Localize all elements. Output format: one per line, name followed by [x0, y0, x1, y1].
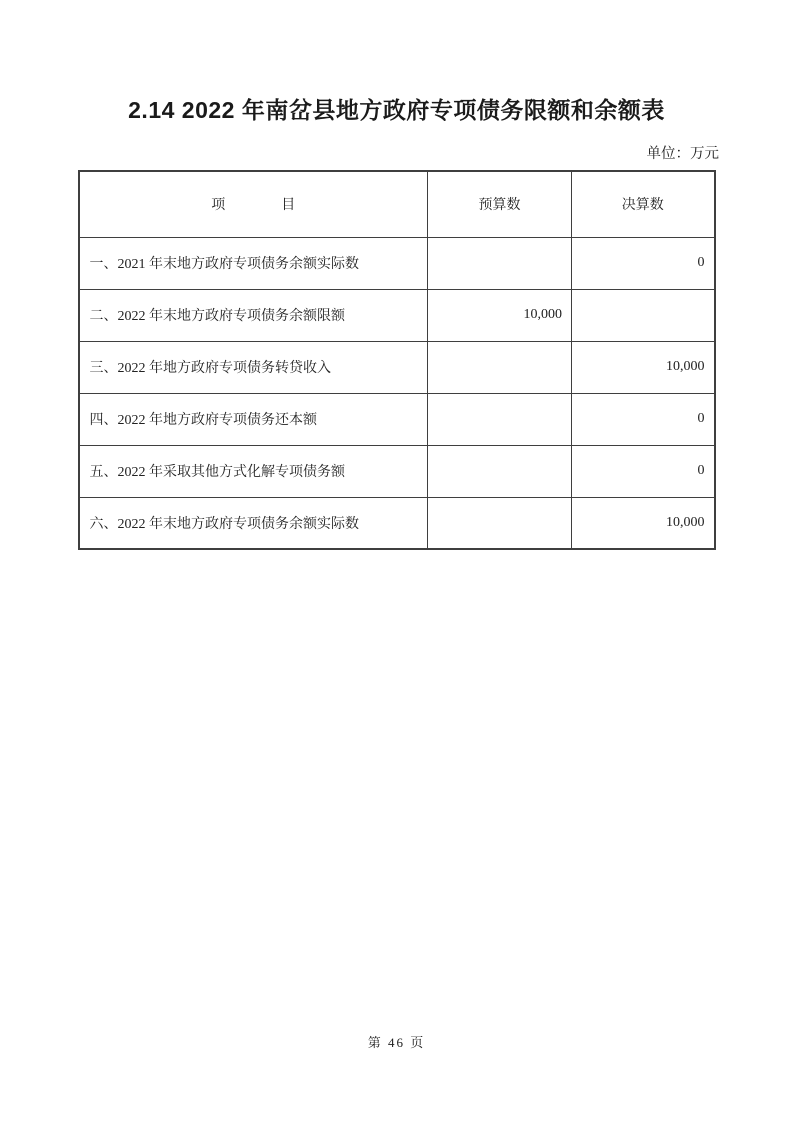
table-cell-item: 二、2022 年末地方政府专项债务余额限额 [79, 289, 428, 341]
table-cell-final: 0 [572, 445, 715, 497]
table-cell-budget: 10,000 [428, 289, 572, 341]
table-cell-item: 五、2022 年采取其他方式化解专项债务额 [79, 445, 428, 497]
table-cell-item: 三、2022 年地方政府专项债务转贷收入 [79, 341, 428, 393]
page-number: 第 46 页 [367, 1035, 426, 1050]
unit-label: 单位：万元 [646, 146, 719, 162]
debt-limit-balance-table [78, 170, 716, 550]
table-header-row [79, 171, 715, 237]
table-cell-budget [428, 445, 572, 497]
table-row [79, 341, 715, 393]
table-row [79, 497, 715, 549]
table-cell-budget [428, 237, 572, 289]
table-row [79, 237, 715, 289]
table-cell-final: 10,000 [572, 497, 715, 549]
table-cell-item: 六、2022 年末地方政府专项债务余额实际数 [79, 497, 428, 549]
page-title: 2.14 2022 年南岔县地方政府专项债务限额和余额表 [128, 97, 665, 123]
table-cell-item: 四、2022 年地方政府专项债务还本额 [79, 393, 428, 445]
table-cell-item: 一、2021 年末地方政府专项债务余额实际数 [79, 237, 428, 289]
table-cell-final [572, 289, 715, 341]
table-cell-budget [428, 393, 572, 445]
column-header-final: 决算数 [572, 171, 715, 237]
table-cell-final: 0 [572, 237, 715, 289]
table-row [79, 393, 715, 445]
table-cell-final: 0 [572, 393, 715, 445]
table-row [79, 289, 715, 341]
column-header-item: 项 目 [79, 171, 428, 237]
table-cell-budget [428, 341, 572, 393]
column-header-budget: 预算数 [428, 171, 572, 237]
table-cell-budget [428, 497, 572, 549]
table-row [79, 445, 715, 497]
table-cell-final: 10,000 [572, 341, 715, 393]
